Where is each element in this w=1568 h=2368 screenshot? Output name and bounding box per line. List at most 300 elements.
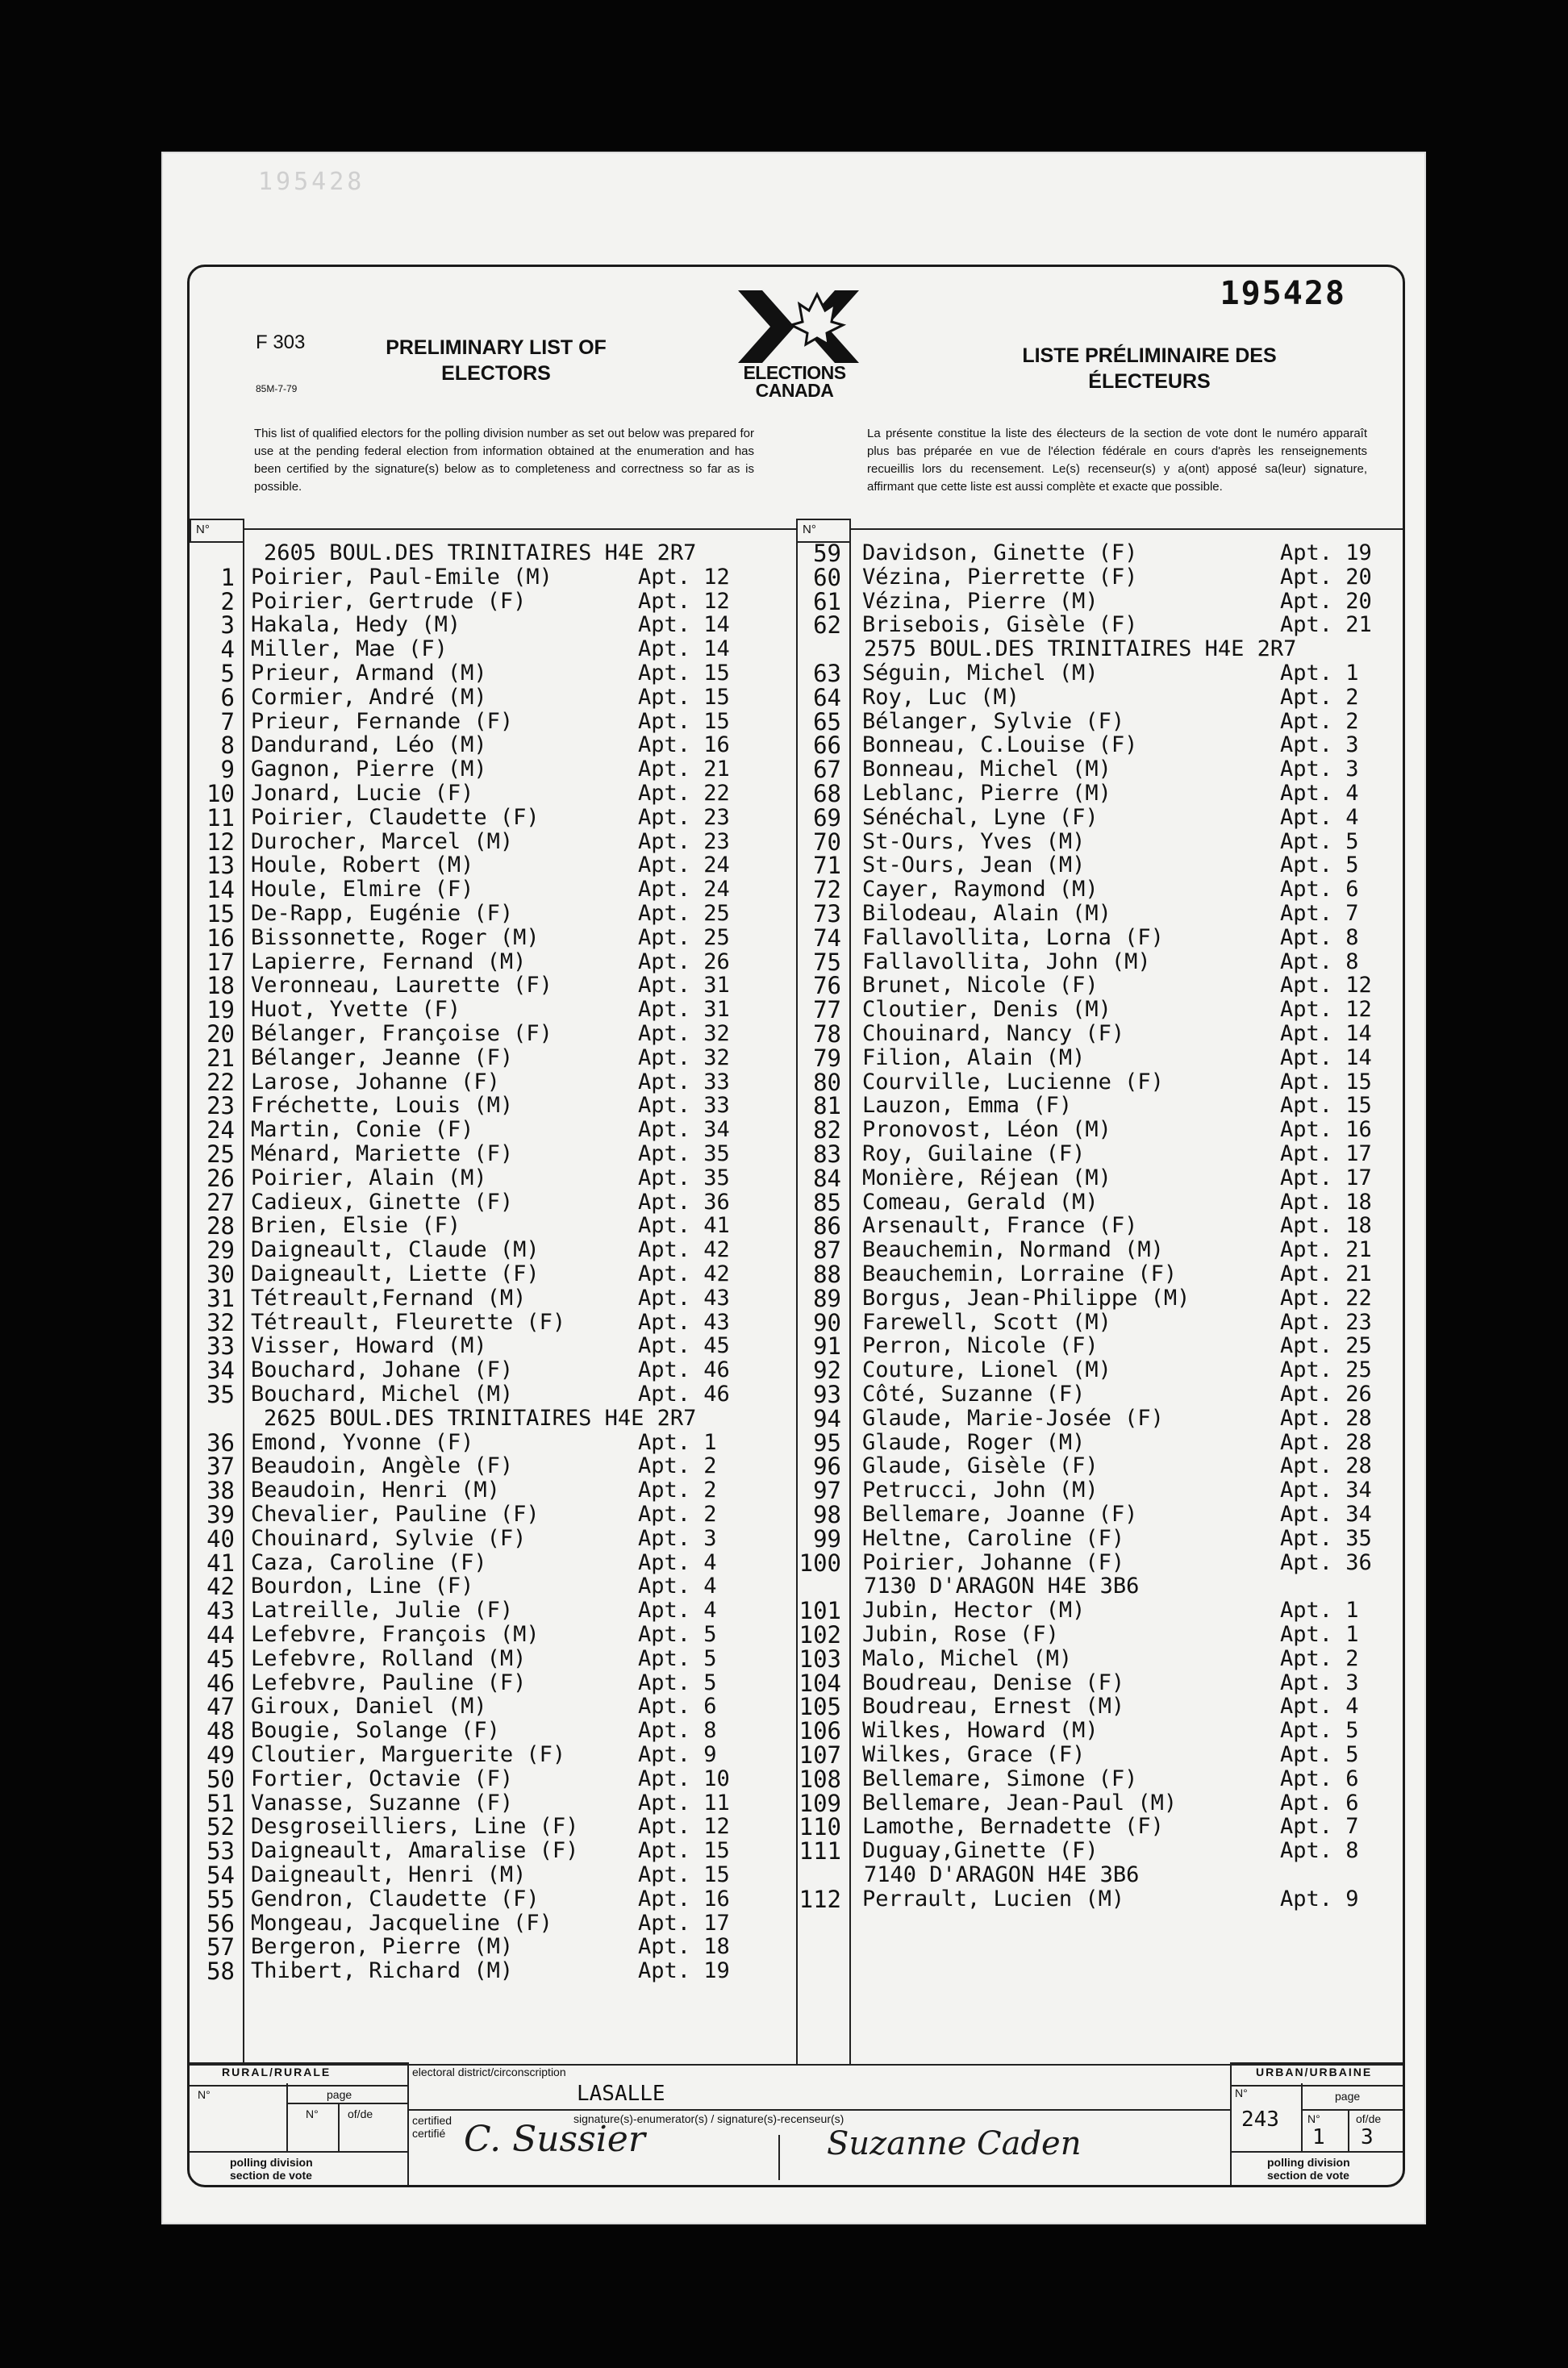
elector-row <box>796 1551 1403 1575</box>
elector-apartment: Apt. 25 <box>1280 1333 1372 1359</box>
elector-number: 2 <box>220 587 235 615</box>
elector-number: 33 <box>206 1332 235 1361</box>
elector-name: Bellemare, Simone (F) <box>862 1766 1138 1791</box>
elector-name: Comeau, Gerald (M) <box>862 1189 1099 1215</box>
elector-apartment: Apt. 25 <box>638 924 730 950</box>
elector-apartment: Apt. 14 <box>638 636 730 662</box>
elector-number: 59 <box>813 540 841 567</box>
elector-name: Perron, Nicole (F) <box>862 1333 1099 1359</box>
elector-number: 80 <box>813 1068 841 1096</box>
street-heading <box>190 1407 796 1431</box>
elector-apartment: Apt. 32 <box>638 1021 730 1046</box>
elector-row <box>796 998 1403 1022</box>
elector-row <box>190 1767 796 1791</box>
elector-number: 49 <box>206 1741 235 1769</box>
elector-apartment: Apt. 3 <box>1280 1670 1359 1695</box>
elector-number: 85 <box>813 1188 841 1216</box>
elector-name: Houle, Robert (M) <box>251 853 474 878</box>
elector-number: 86 <box>813 1212 841 1240</box>
elector-number: 98 <box>813 1501 841 1528</box>
street-heading <box>796 1574 1403 1599</box>
elector-name: Heltne, Caroline (F) <box>862 1525 1125 1551</box>
elector-row <box>190 1070 796 1094</box>
elector-apartment: Apt. 15 <box>638 708 730 734</box>
elector-apartment: Apt. 4 <box>638 1549 717 1575</box>
elector-apartment: Apt. 11 <box>638 1790 730 1816</box>
elector-apartment: Apt. 26 <box>1280 1382 1372 1407</box>
elector-apartment: Apt. 1 <box>1280 1598 1359 1624</box>
elector-row <box>796 1236 1403 1265</box>
elector-number: 111 <box>799 1837 841 1866</box>
elector-row <box>796 1719 1403 1743</box>
elector-number: 4 <box>220 636 235 664</box>
elector-row <box>796 757 1403 782</box>
elector-apartment: Apt. 43 <box>638 1309 730 1335</box>
elector-row <box>190 1214 796 1238</box>
elector-name: Prieur, Armand (M) <box>251 661 487 686</box>
title-en-line2: ELECTORS <box>441 362 551 385</box>
elector-apartment: Apt. 2 <box>638 1478 717 1503</box>
elector-row <box>190 902 796 926</box>
elector-number: 71 <box>813 852 841 880</box>
elector-name: Bouchard, Michel (M) <box>251 1382 514 1407</box>
rural-no-label: N° <box>198 2088 211 2101</box>
elector-name: Bélanger, Sylvie (F) <box>862 708 1125 734</box>
elector-name: St-Ours, Yves (M) <box>862 828 1086 854</box>
elector-number: 40 <box>206 1524 235 1553</box>
elector-row <box>796 1599 1403 1623</box>
elector-number: 23 <box>206 1092 235 1120</box>
elector-row <box>796 1022 1403 1046</box>
elector-apartment: Apt. 16 <box>638 1886 730 1911</box>
elector-apartment: Apt. 18 <box>1280 1189 1372 1215</box>
elector-apartment: Apt. 5 <box>638 1622 717 1647</box>
certifie-label: certifié <box>412 2127 446 2140</box>
elector-apartment: Apt. 14 <box>638 612 730 638</box>
rural-rule <box>286 2103 407 2104</box>
elector-apartment: Apt. 46 <box>638 1382 730 1407</box>
elector-name: Bélanger, Jeanne (F) <box>251 1044 514 1070</box>
elector-row <box>796 1286 1403 1311</box>
elector-apartment: Apt. 2 <box>638 1453 717 1479</box>
elector-apartment: Apt. 5 <box>638 1670 717 1695</box>
elector-row <box>190 1743 796 1767</box>
elector-number: 19 <box>206 996 235 1024</box>
elector-apartment: Apt. 18 <box>638 1934 730 1960</box>
elector-number: 107 <box>799 1741 841 1769</box>
elector-row <box>190 757 796 782</box>
elector-number: 81 <box>813 1092 841 1120</box>
elector-row <box>190 782 796 806</box>
elector-number: 70 <box>813 828 841 856</box>
elector-name: Monière, Réjean (M) <box>862 1165 1111 1190</box>
elector-row <box>190 973 796 998</box>
elector-name: Borgus, Jean-Philippe (M) <box>862 1285 1191 1311</box>
elector-row <box>190 1524 796 1553</box>
elector-number: 60 <box>813 563 841 591</box>
right-column-label: N° <box>796 519 851 543</box>
district-label: electoral district/circonscription <box>412 2066 566 2078</box>
elector-apartment: Apt. 23 <box>638 804 730 830</box>
elector-number: 93 <box>813 1381 841 1408</box>
elector-apartment: Apt. 20 <box>1280 588 1372 614</box>
elector-name: Glaude, Roger (M) <box>862 1429 1086 1455</box>
elector-row <box>796 1357 1403 1385</box>
urban-page-label: page <box>1335 2090 1361 2103</box>
elector-apartment: Apt. 3 <box>1280 732 1359 758</box>
elector-number: 95 <box>813 1428 841 1457</box>
elector-number: 90 <box>813 1308 841 1336</box>
elector-apartment: Apt. 5 <box>1280 1718 1359 1744</box>
elector-number: 100 <box>799 1549 841 1577</box>
elector-row <box>190 1286 796 1311</box>
elector-row <box>190 1262 796 1286</box>
elector-row <box>190 1022 796 1046</box>
certified-label: certified <box>412 2114 452 2127</box>
elector-row <box>190 1428 796 1457</box>
elector-apartment: Apt. 12 <box>638 1814 730 1840</box>
elector-name: Miller, Mae (F) <box>251 636 448 662</box>
elector-row <box>190 732 796 760</box>
elector-number: 74 <box>813 923 841 952</box>
elector-apartment: Apt. 43 <box>638 1285 730 1311</box>
elector-row <box>190 950 796 974</box>
title-french <box>996 343 1303 394</box>
elector-row <box>190 661 796 686</box>
elector-name: Wilkes, Grace (F) <box>862 1742 1086 1767</box>
elector-name: Prieur, Fernande (F) <box>251 708 514 734</box>
rural-divider-1 <box>286 2083 288 2151</box>
elector-name: Malo, Michel (M) <box>862 1645 1073 1671</box>
elector-name: Houle, Elmire (F) <box>251 877 474 903</box>
elector-apartment: Apt. 25 <box>638 901 730 926</box>
elector-number: 76 <box>813 972 841 1000</box>
elector-name: Poirier, Claudette (F) <box>251 804 540 830</box>
form-code: 85M-7-79 <box>256 383 298 394</box>
elector-row <box>796 1791 1403 1816</box>
elector-name: Lamothe, Bernadette (F) <box>862 1814 1164 1840</box>
urban-no2-label: N° <box>1307 2112 1320 2125</box>
elector-number: 63 <box>813 660 841 687</box>
elector-number: 69 <box>813 803 841 832</box>
elector-number: 103 <box>799 1645 841 1673</box>
rural-section-label: section de vote <box>230 2169 312 2182</box>
elector-row <box>190 1357 796 1385</box>
signature-enumerator-1: C. Sussier <box>464 2119 645 2160</box>
elector-number: 92 <box>813 1357 841 1385</box>
elector-apartment: Apt. 34 <box>1280 1478 1372 1503</box>
elector-number: 31 <box>206 1284 235 1312</box>
elector-name: Cloutier, Denis (M) <box>862 997 1111 1023</box>
elector-number: 73 <box>813 900 841 928</box>
elector-name: Visser, Howard (M) <box>251 1333 487 1359</box>
elector-apartment: Apt. 46 <box>638 1357 730 1383</box>
elector-row <box>796 1647 1403 1671</box>
elector-row <box>190 1837 796 1866</box>
elector-apartment: Apt. 12 <box>638 588 730 614</box>
elector-name: Sénéchal, Lyne (F) <box>862 804 1099 830</box>
elector-row <box>190 1142 796 1166</box>
elector-number: 83 <box>813 1140 841 1168</box>
elector-apartment: Apt. 12 <box>1280 997 1372 1023</box>
elector-number: 79 <box>813 1044 841 1072</box>
elector-row <box>796 1262 1403 1286</box>
elector-row <box>796 782 1403 806</box>
elector-row <box>190 1933 796 1962</box>
elector-name: Fréchette, Louis (M) <box>251 1093 514 1119</box>
elector-number: 8 <box>220 732 235 760</box>
elector-number: 72 <box>813 876 841 904</box>
elector-apartment: Apt. 8 <box>1280 1838 1359 1864</box>
elector-apartment: Apt. 22 <box>638 781 730 806</box>
elector-apartment: Apt. 8 <box>1280 924 1359 950</box>
elector-number: 78 <box>813 1020 841 1048</box>
elector-name: Leblanc, Pierre (M) <box>862 781 1111 806</box>
logo-line1: ELECTIONS <box>743 362 846 383</box>
elector-name: Filion, Alain (M) <box>862 1044 1086 1070</box>
elector-name: Chouinard, Sylvie (F) <box>251 1525 527 1551</box>
elector-number: 91 <box>813 1332 841 1361</box>
elector-number: 25 <box>206 1140 235 1168</box>
elector-apartment: Apt. 41 <box>638 1213 730 1239</box>
rural-no2-label: N° <box>306 2107 319 2120</box>
elector-row <box>796 541 1403 565</box>
elector-apartment: Apt. 17 <box>638 1910 730 1936</box>
elector-name: Roy, Guilaine (F) <box>862 1141 1086 1166</box>
elector-apartment: Apt. 4 <box>638 1574 717 1599</box>
elector-number: 66 <box>813 732 841 760</box>
elector-row <box>190 683 796 711</box>
elector-apartment: Apt. 10 <box>638 1766 730 1791</box>
elector-apartment: Apt. 5 <box>1280 1742 1359 1767</box>
elector-number: 101 <box>799 1597 841 1625</box>
elector-row <box>796 732 1403 760</box>
elector-name: Vanasse, Suzanne (F) <box>251 1790 514 1816</box>
elector-apartment: Apt. 2 <box>638 1502 717 1527</box>
elector-number: 77 <box>813 996 841 1024</box>
elector-number: 13 <box>206 852 235 880</box>
elector-row <box>190 1478 796 1503</box>
urban-of-label: of/de <box>1356 2112 1382 2125</box>
elector-number: 36 <box>206 1428 235 1457</box>
elector-apartment: Apt. 22 <box>1280 1285 1372 1311</box>
elector-row <box>796 1382 1403 1407</box>
elector-name: Glaude, Marie-Josée (F) <box>862 1405 1164 1431</box>
elector-apartment: Apt. 6 <box>1280 877 1359 903</box>
elector-row <box>190 1190 796 1215</box>
elector-name: Séguin, Michel (M) <box>862 661 1099 686</box>
elector-apartment: Apt. 18 <box>1280 1213 1372 1239</box>
elector-apartment: Apt. 3 <box>1280 757 1359 782</box>
elector-number: 87 <box>813 1236 841 1265</box>
elector-row <box>796 1046 1403 1070</box>
elector-name: Thibert, Richard (M) <box>251 1958 514 1984</box>
elector-name: Cayer, Raymond (M) <box>862 877 1099 903</box>
urban-no-label: N° <box>1235 2087 1248 2099</box>
elector-name: Cadieux, Ginette (F) <box>251 1189 514 1215</box>
elector-apartment: Apt. 24 <box>638 877 730 903</box>
elector-name: Ménard, Mariette (F) <box>251 1141 514 1166</box>
elector-apartment: Apt. 15 <box>1280 1093 1372 1119</box>
elector-number: 51 <box>206 1789 235 1817</box>
elector-apartment: Apt. 16 <box>1280 1117 1372 1143</box>
elector-number: 67 <box>813 756 841 784</box>
elector-name: Daigneault, Amaralise (F) <box>251 1838 579 1864</box>
district-rule <box>407 2109 1232 2111</box>
elector-apartment: Apt. 8 <box>638 1718 717 1744</box>
elector-row <box>190 1863 796 1887</box>
elector-row <box>796 1142 1403 1166</box>
elector-row <box>190 1887 796 1911</box>
elector-apartment: Apt. 20 <box>1280 564 1372 590</box>
elector-row <box>796 1118 1403 1142</box>
elector-number: 88 <box>813 1261 841 1288</box>
elector-name: Larose, Johanne (F) <box>251 1069 500 1094</box>
elector-number: 104 <box>799 1669 841 1697</box>
elector-row <box>796 1695 1403 1719</box>
elector-row <box>190 878 796 902</box>
elector-number: 9 <box>220 756 235 784</box>
street-address: 2625 BOUL.DES TRINITAIRES H4E 2R7 <box>264 1405 697 1431</box>
elector-name: St-Ours, Jean (M) <box>862 853 1086 878</box>
elector-number: 75 <box>813 948 841 976</box>
urban-section-label: section de vote <box>1267 2169 1349 2182</box>
elector-row <box>190 1166 796 1190</box>
elector-number: 52 <box>206 1813 235 1841</box>
elector-name: Giroux, Daniel (M) <box>251 1694 487 1720</box>
elector-row <box>796 1166 1403 1190</box>
elector-apartment: Apt. 2 <box>1280 684 1359 710</box>
elector-name: Tétreault, Fleurette (F) <box>251 1309 566 1335</box>
elector-row <box>190 1957 796 1986</box>
form-number: F 303 <box>256 331 306 353</box>
logo-x-maple-icon <box>714 286 875 367</box>
elector-number: 20 <box>206 1020 235 1048</box>
elector-name: Poirier, Gertrude (F) <box>251 588 527 614</box>
elector-row <box>190 1503 796 1527</box>
elector-number: 64 <box>813 683 841 711</box>
elector-row <box>190 587 796 615</box>
elector-name: Glaude, Gisèle (F) <box>862 1453 1099 1479</box>
elector-row <box>796 1503 1403 1527</box>
elector-number: 21 <box>206 1044 235 1072</box>
elector-name: Bilodeau, Alain (M) <box>862 901 1111 926</box>
elector-name: Vézina, Pierre (M) <box>862 588 1099 614</box>
elector-apartment: Apt. 7 <box>1280 901 1359 926</box>
elector-row <box>796 683 1403 711</box>
elector-name: Bellemare, Joanne (F) <box>862 1502 1138 1527</box>
elector-row <box>190 611 796 640</box>
elector-number: 110 <box>799 1813 841 1841</box>
elector-apartment: Apt. 33 <box>638 1093 730 1119</box>
elector-apartment: Apt. 2 <box>1280 708 1359 734</box>
elector-apartment: Apt. 35 <box>638 1141 730 1166</box>
logo-wordmark <box>714 364 875 399</box>
elector-row <box>796 1453 1403 1481</box>
elector-row <box>796 661 1403 686</box>
elector-name: De-Rapp, Eugénie (F) <box>251 901 514 926</box>
elector-name: Brisebois, Gisèle (F) <box>862 612 1138 638</box>
elector-row <box>796 587 1403 615</box>
elector-apartment: Apt. 28 <box>1280 1429 1372 1455</box>
elector-row <box>190 1815 796 1839</box>
elector-name: Daigneault, Henri (M) <box>251 1862 527 1887</box>
elector-number: 27 <box>206 1188 235 1216</box>
elector-number: 11 <box>206 803 235 832</box>
elector-apartment: Apt. 4 <box>1280 804 1359 830</box>
elector-apartment: Apt. 12 <box>638 564 730 590</box>
elector-apartment: Apt. 23 <box>1280 1309 1372 1335</box>
elector-row <box>796 1478 1403 1503</box>
elector-name: Poirier, Paul-Emile (M) <box>251 564 553 590</box>
elector-name: Desgroseilliers, Line (F) <box>251 1814 579 1840</box>
elector-row <box>190 1719 796 1743</box>
elector-apartment: Apt. 9 <box>1280 1886 1359 1911</box>
elector-row <box>796 1308 1403 1336</box>
title-en-line1: PRELIMINARY LIST OF <box>386 336 607 359</box>
urban-bottom-rule <box>1230 2151 1403 2153</box>
elector-row <box>796 1094 1403 1118</box>
elector-number: 42 <box>206 1573 235 1601</box>
left-column-label: N° <box>190 519 244 543</box>
elector-name: Veronneau, Laurette (F) <box>251 973 553 998</box>
elector-apartment: Apt. 36 <box>1280 1549 1372 1575</box>
document-sheet <box>161 152 1426 2224</box>
elector-name: Latreille, Julie (F) <box>251 1598 514 1624</box>
elector-number: 58 <box>206 1957 235 1986</box>
elector-number: 89 <box>813 1284 841 1312</box>
elector-row <box>796 1671 1403 1695</box>
elector-number: 68 <box>813 780 841 807</box>
elector-name: Perrault, Lucien (M) <box>862 1886 1125 1911</box>
elector-apartment: Apt. 16 <box>638 732 730 758</box>
signature-enumerator-2: Suzanne Caden <box>827 2125 1082 2162</box>
elector-number: 57 <box>206 1933 235 1962</box>
elector-number: 39 <box>206 1501 235 1528</box>
elector-row <box>190 1623 796 1647</box>
elector-name: Chevalier, Pauline (F) <box>251 1502 540 1527</box>
elector-apartment: Apt. 15 <box>1280 1069 1372 1094</box>
street-heading <box>796 1863 1403 1887</box>
elector-name: Boudreau, Denise (F) <box>862 1670 1125 1695</box>
elector-row <box>796 1332 1403 1361</box>
elector-name: Bourdon, Line (F) <box>251 1574 474 1599</box>
elector-name: Côté, Suzanne (F) <box>862 1382 1086 1407</box>
elector-number: 16 <box>206 923 235 952</box>
elector-apartment: Apt. 4 <box>1280 781 1359 806</box>
elector-number: 3 <box>220 611 235 640</box>
elector-name: Pronovost, Léon (M) <box>862 1117 1111 1143</box>
elector-name: Boudreau, Ernest (M) <box>862 1694 1125 1720</box>
elector-number: 1 <box>220 563 235 591</box>
elector-row <box>796 1837 1403 1866</box>
elector-number: 65 <box>813 707 841 736</box>
elector-apartment: Apt. 34 <box>1280 1502 1372 1527</box>
elector-apartment: Apt. 14 <box>1280 1021 1372 1046</box>
elector-name: Bergeron, Pierre (M) <box>251 1934 514 1960</box>
signatures-label: signature(s)-enumerator(s) / signature(s)-recenseur(s) <box>573 2112 844 2125</box>
elector-row <box>796 950 1403 974</box>
elector-name: Jonard, Lucie (F) <box>251 781 474 806</box>
street-heading <box>796 637 1403 661</box>
elector-name: Jubin, Rose (F) <box>862 1622 1059 1647</box>
elector-apartment: Apt. 21 <box>1280 1261 1372 1286</box>
form-footer <box>190 2062 1403 2185</box>
signature-divider <box>778 2135 780 2180</box>
title-fr-line1: LISTE PRÉLIMINAIRE DES <box>1022 344 1277 367</box>
elector-apartment: Apt. 21 <box>1280 1237 1372 1263</box>
ghost-stamp: 195428 <box>258 168 365 196</box>
